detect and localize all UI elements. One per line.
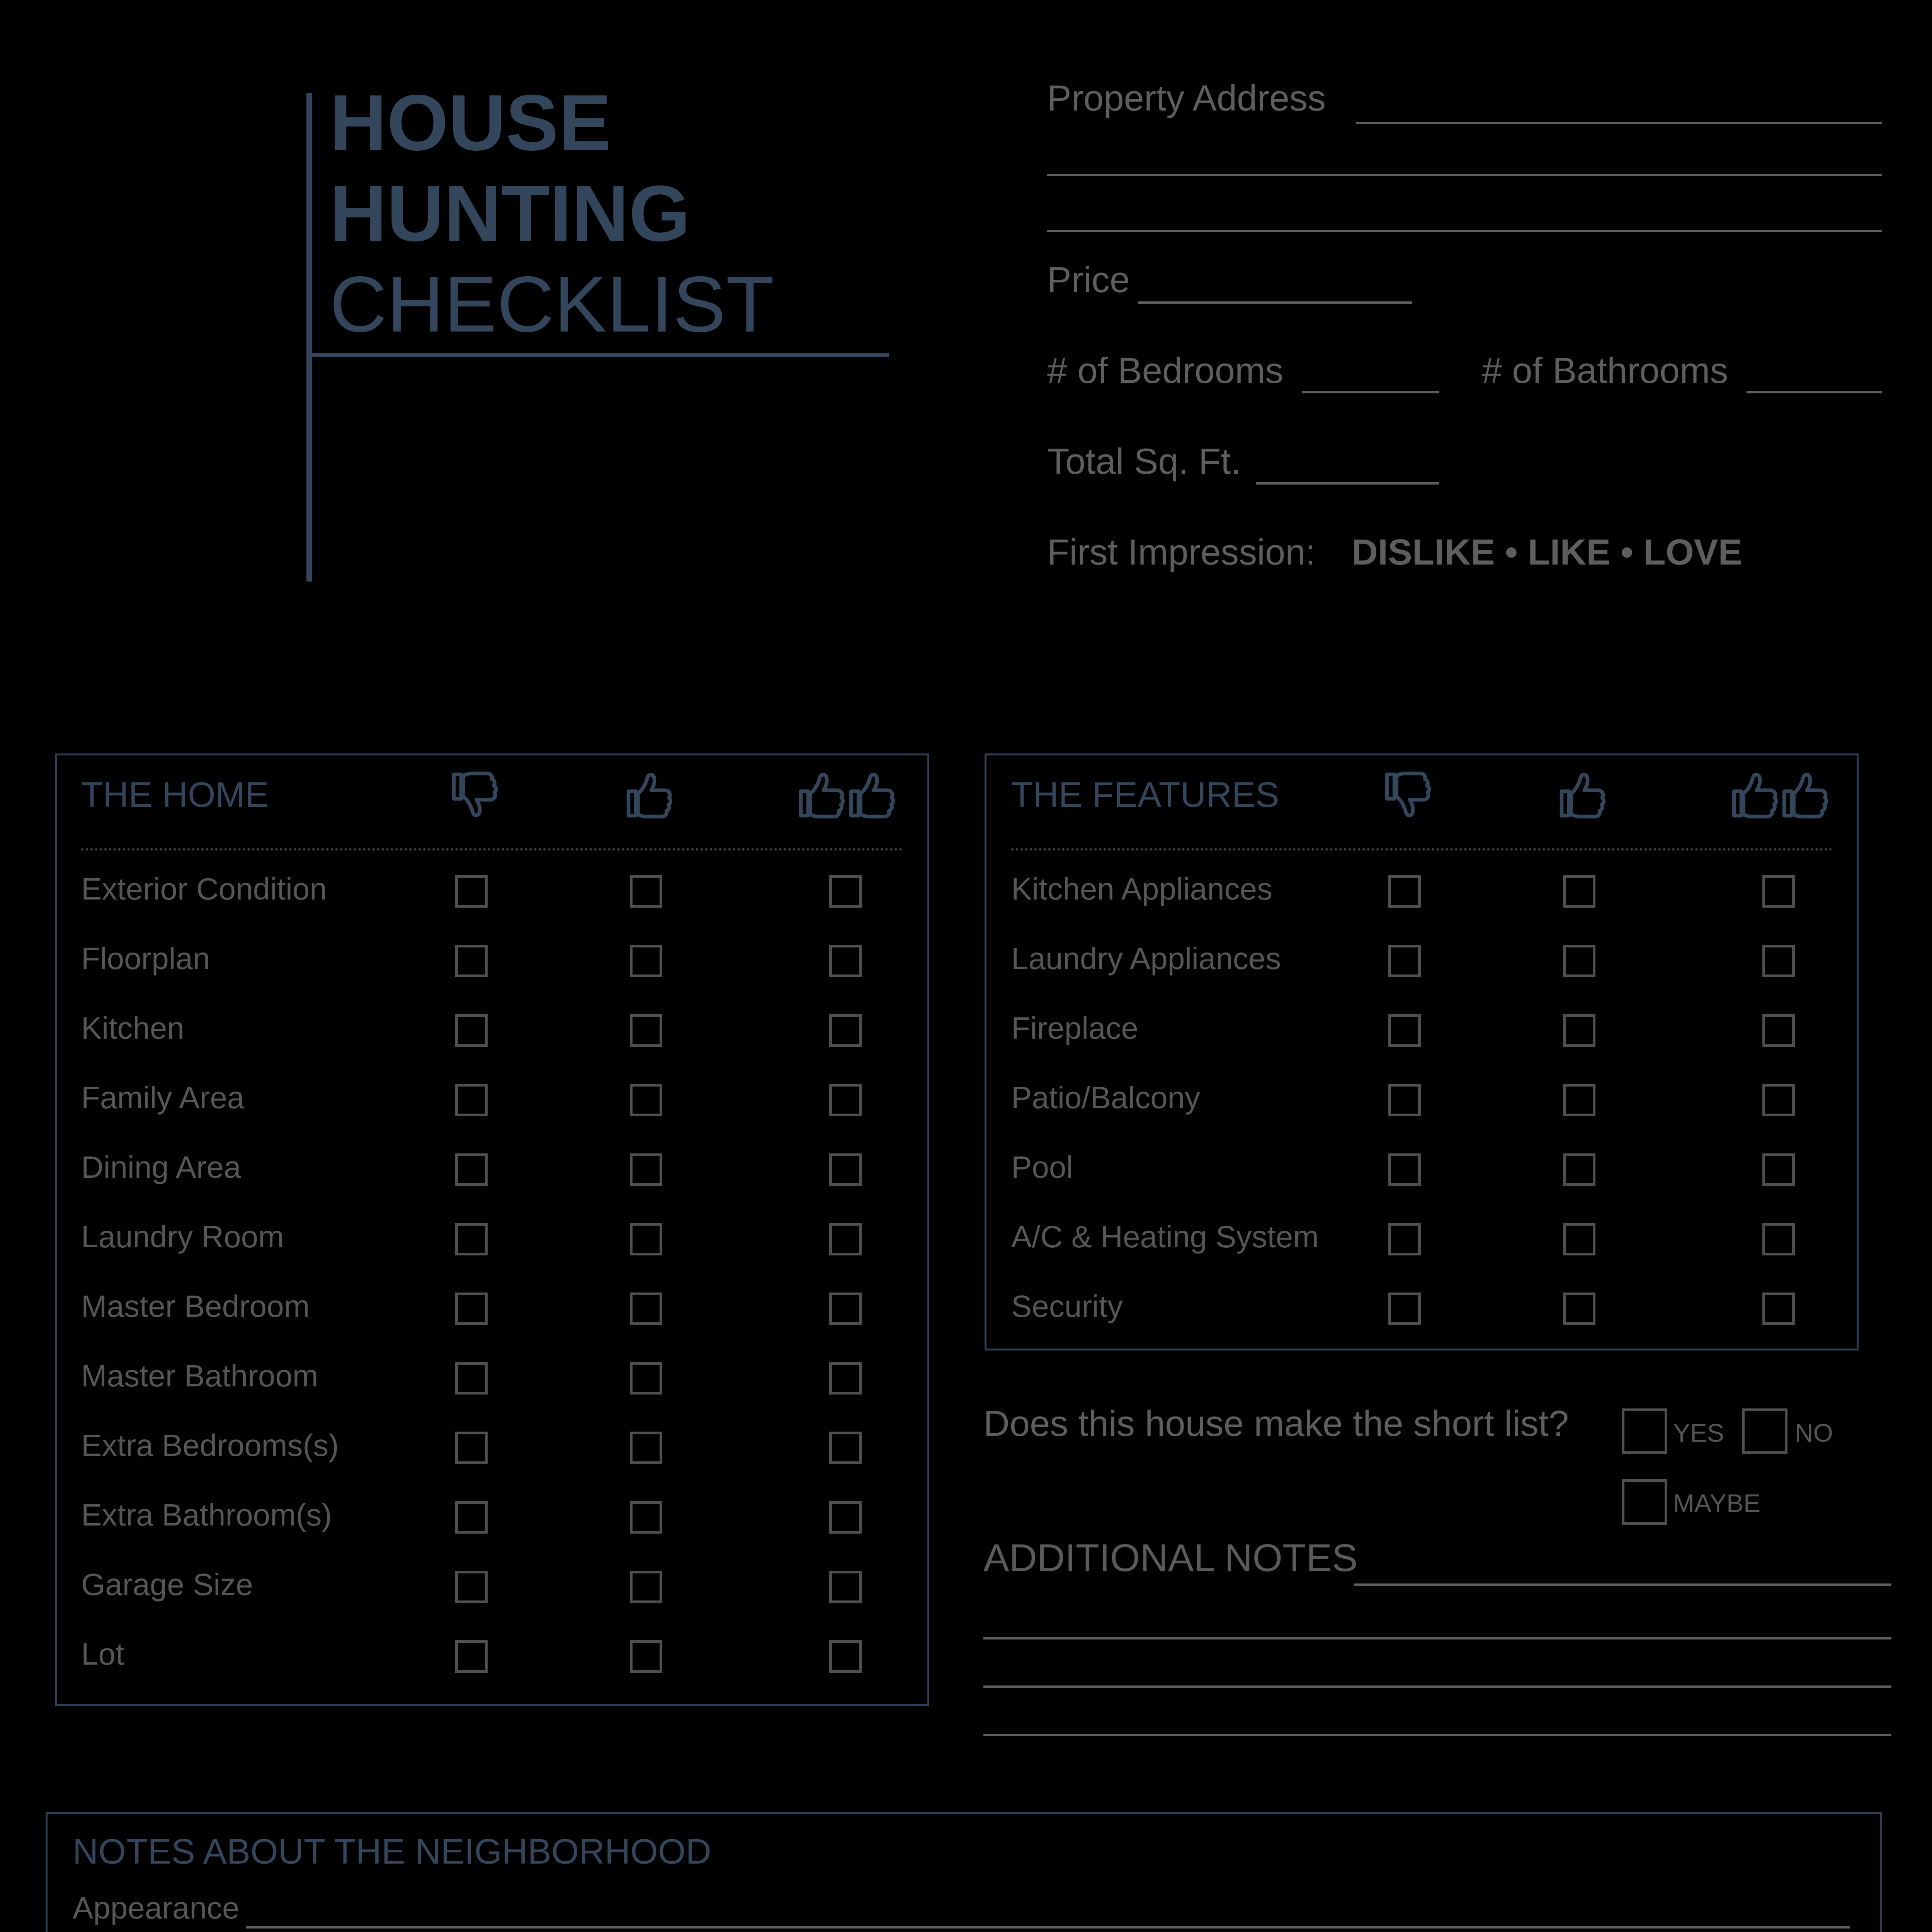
features-rating-checkbox[interactable] xyxy=(1388,1153,1421,1186)
home-rating-checkbox[interactable] xyxy=(829,1362,862,1395)
sqft-line[interactable] xyxy=(1256,482,1439,485)
home-rating-checkbox[interactable] xyxy=(630,1640,662,1673)
home-rating-checkbox[interactable] xyxy=(455,1501,488,1534)
title-line-3: CHECKLIST xyxy=(330,260,774,349)
home-rating-checkbox[interactable] xyxy=(455,1084,488,1116)
home-item-label: Extra Bathroom(s) xyxy=(81,1498,332,1532)
home-rating-checkbox[interactable] xyxy=(630,1571,662,1603)
additional-notes-line-2[interactable] xyxy=(983,1637,1891,1639)
home-header: THE HOME xyxy=(81,775,269,815)
features-rating-checkbox[interactable] xyxy=(1762,945,1795,977)
features-rating-checkbox[interactable] xyxy=(1563,945,1595,977)
features-rating-checkbox[interactable] xyxy=(1762,875,1795,908)
features-rating-checkbox[interactable] xyxy=(1388,1223,1421,1255)
short-list-maybe-checkbox[interactable] xyxy=(1622,1479,1667,1525)
home-rating-checkbox[interactable] xyxy=(829,875,862,908)
features-rating-checkbox[interactable] xyxy=(1388,875,1421,908)
features-rating-checkbox[interactable] xyxy=(1762,1223,1795,1255)
home-rating-checkbox[interactable] xyxy=(455,1153,488,1186)
double-thumbs-up-icon xyxy=(791,763,849,829)
neighborhood-header: NOTES ABOUT THE NEIGHBORHOOD xyxy=(73,1832,711,1871)
home-rating-checkbox[interactable] xyxy=(829,1293,862,1325)
features-item-label: Laundry Appliances xyxy=(1011,941,1281,976)
home-item-label: Exterior Condition xyxy=(81,872,327,906)
short-list-maybe-label: MAYBE xyxy=(1673,1489,1761,1517)
home-rating-checkbox[interactable] xyxy=(829,1153,862,1186)
home-rating-checkbox[interactable] xyxy=(829,1640,862,1673)
title-line-2: HUNTING xyxy=(330,169,690,258)
sqft-label: Total Sq. Ft. xyxy=(1047,441,1241,481)
appearance-line[interactable] xyxy=(246,1926,1850,1929)
title-vertical-rule xyxy=(306,93,312,582)
property-address-line-3[interactable] xyxy=(1047,230,1882,232)
home-item-label: Lot xyxy=(81,1637,124,1671)
features-rating-checkbox[interactable] xyxy=(1388,1293,1421,1325)
home-item-label: Extra Bedrooms(s) xyxy=(81,1428,339,1463)
home-rating-checkbox[interactable] xyxy=(829,1571,862,1603)
home-rating-checkbox[interactable] xyxy=(455,1223,488,1255)
home-rating-checkbox[interactable] xyxy=(455,1640,488,1673)
home-rating-checkbox[interactable] xyxy=(630,945,662,977)
home-item-label: Family Area xyxy=(81,1080,245,1115)
features-rating-checkbox[interactable] xyxy=(1563,1084,1595,1116)
features-rating-checkbox[interactable] xyxy=(1762,1153,1795,1186)
features-item-label: Security xyxy=(1011,1289,1123,1323)
additional-notes-header: ADDITIONAL NOTES xyxy=(983,1536,1358,1580)
bathrooms-line[interactable] xyxy=(1747,391,1882,393)
bedrooms-line[interactable] xyxy=(1302,391,1439,393)
features-rating-checkbox[interactable] xyxy=(1563,1293,1595,1325)
features-item-label: Kitchen Appliances xyxy=(1011,872,1273,906)
price-line[interactable] xyxy=(1138,301,1412,304)
short-list-no-label: NO xyxy=(1795,1418,1833,1447)
home-item-label: Dining Area xyxy=(81,1150,241,1184)
features-rating-checkbox[interactable] xyxy=(1563,875,1595,908)
thumbs-up-icon xyxy=(619,763,677,829)
neighborhood-section xyxy=(46,1812,1882,1932)
title-horizontal-rule xyxy=(306,353,889,357)
short-list-question: Does this house make the short list? xyxy=(983,1403,1569,1444)
home-divider xyxy=(81,848,902,850)
first-impression-label: First Impression: xyxy=(1047,532,1316,572)
home-rating-checkbox[interactable] xyxy=(630,1293,662,1325)
short-list-yes-checkbox[interactable] xyxy=(1622,1408,1667,1454)
features-rating-checkbox[interactable] xyxy=(1762,1084,1795,1116)
appearance-label: Appearance xyxy=(73,1891,240,1925)
home-rating-checkbox[interactable] xyxy=(829,945,862,977)
home-rating-checkbox[interactable] xyxy=(630,1362,662,1395)
features-rating-checkbox[interactable] xyxy=(1388,1014,1421,1047)
home-rating-checkbox[interactable] xyxy=(455,1014,488,1047)
home-rating-checkbox[interactable] xyxy=(455,1432,488,1464)
home-rating-checkbox[interactable] xyxy=(829,1432,862,1464)
property-address-line-1[interactable] xyxy=(1356,122,1882,124)
home-rating-checkbox[interactable] xyxy=(630,1223,662,1255)
additional-notes-line-4[interactable] xyxy=(983,1734,1891,1736)
features-section xyxy=(985,753,1859,1350)
home-rating-checkbox[interactable] xyxy=(455,1362,488,1395)
home-rating-checkbox[interactable] xyxy=(630,1501,662,1534)
home-rating-checkbox[interactable] xyxy=(630,875,662,908)
property-address-line-2[interactable] xyxy=(1047,174,1882,176)
home-rating-checkbox[interactable] xyxy=(630,1153,662,1186)
short-list-no-checkbox[interactable] xyxy=(1742,1408,1787,1454)
thumbs-down-icon xyxy=(444,763,502,829)
home-rating-checkbox[interactable] xyxy=(829,1501,862,1534)
home-rating-checkbox[interactable] xyxy=(829,1014,862,1047)
home-item-label: Floorplan xyxy=(81,941,210,976)
bathrooms-label: # of Bathrooms xyxy=(1482,350,1728,391)
features-rating-checkbox[interactable] xyxy=(1563,1014,1595,1047)
home-rating-checkbox[interactable] xyxy=(829,1223,862,1255)
home-rating-checkbox[interactable] xyxy=(829,1084,862,1116)
features-rating-checkbox[interactable] xyxy=(1388,1084,1421,1116)
features-item-label: Fireplace xyxy=(1011,1011,1139,1045)
home-rating-checkbox[interactable] xyxy=(630,1014,662,1047)
features-rating-checkbox[interactable] xyxy=(1563,1153,1595,1186)
features-rating-checkbox[interactable] xyxy=(1388,945,1421,977)
home-rating-checkbox[interactable] xyxy=(630,1432,662,1464)
features-rating-checkbox[interactable] xyxy=(1762,1014,1795,1047)
features-rating-checkbox[interactable] xyxy=(1563,1223,1595,1255)
short-list-yes-label: YES xyxy=(1673,1418,1725,1447)
home-rating-checkbox[interactable] xyxy=(455,945,488,977)
home-item-label: Garage Size xyxy=(81,1567,253,1602)
home-rating-checkbox[interactable] xyxy=(455,1293,488,1325)
features-divider xyxy=(1011,848,1832,850)
additional-notes-line-1[interactable] xyxy=(1354,1583,1891,1586)
property-address-label: Property Address xyxy=(1047,78,1326,118)
features-item-label: A/C & Heating System xyxy=(1011,1219,1319,1254)
price-label: Price xyxy=(1047,259,1130,300)
home-item-label: Master Bedroom xyxy=(81,1289,310,1323)
home-rating-checkbox[interactable] xyxy=(630,1084,662,1116)
home-rating-checkbox[interactable] xyxy=(455,875,488,908)
double-thumbs-up-icon xyxy=(1725,763,1782,829)
home-item-label: Kitchen xyxy=(81,1011,184,1045)
bedrooms-label: # of Bedrooms xyxy=(1047,350,1284,391)
additional-notes-line-3[interactable] xyxy=(983,1685,1891,1688)
home-item-label: Master Bathroom xyxy=(81,1359,318,1393)
features-item-label: Pool xyxy=(1011,1150,1073,1184)
features-rating-checkbox[interactable] xyxy=(1762,1293,1795,1325)
title-line-1: HOUSE xyxy=(330,78,612,167)
thumbs-down-icon xyxy=(1378,763,1435,829)
home-rating-checkbox[interactable] xyxy=(455,1571,488,1603)
features-item-label: Patio/Balcony xyxy=(1011,1080,1201,1115)
features-header: THE FEATURES xyxy=(1011,775,1279,815)
first-impression-options[interactable]: DISLIKE • LIKE • LOVE xyxy=(1352,532,1743,572)
home-item-label: Laundry Room xyxy=(81,1219,284,1254)
thumbs-up-icon xyxy=(1552,763,1610,829)
